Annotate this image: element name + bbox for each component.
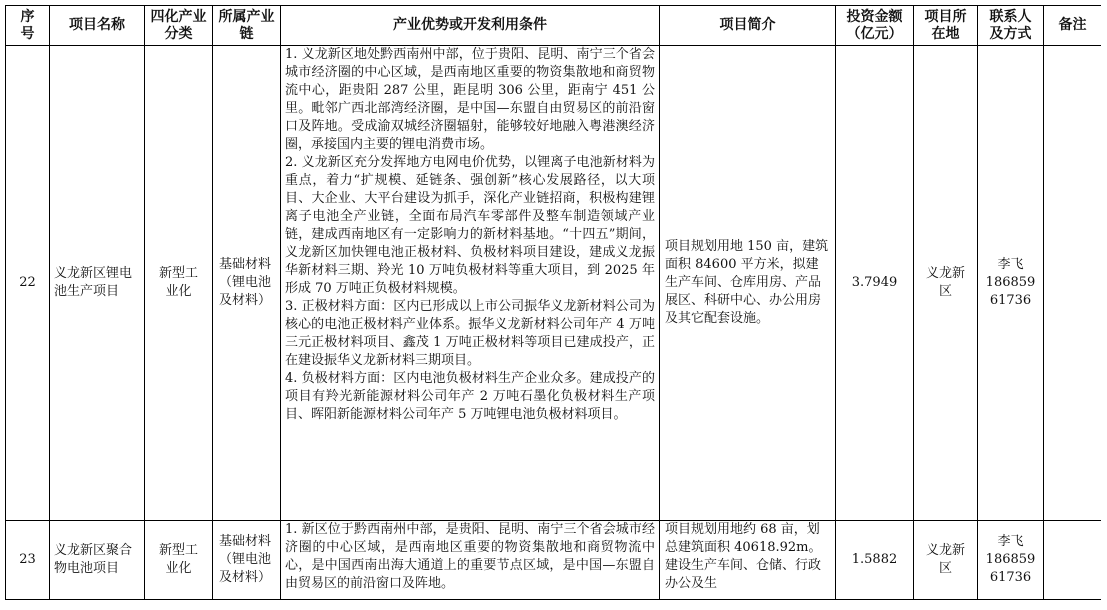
project-table — [5, 5, 1101, 600]
contact-phone: 61736 — [989, 570, 1032, 585]
header-chain: 所属产业链 — [213, 6, 281, 46]
header-remarks: 备注 — [1044, 6, 1102, 46]
advantage-paragraph: 1. 义龙新区地处黔西南州中部，位于贵阳、昆明、南宁三个省会城市经济圈的中心区域，是西南地区重要的物资集散地和商贸物流中心，距贵阳 287 公里，距昆明 306 公里，距南宁 451 公里。毗邻广西北部湾经济圈，是中国—东盟自由贸易区的前沿窗口及阵地。受成渝双城经济圈辐射，能够较好地融入粤港澳经济圈，承接国内主要的锂电消费市场。 — [285, 47, 655, 152]
advantages-clip — [285, 521, 655, 597]
row-category: 新型工业化 — [145, 521, 213, 600]
row-investment: 1.5882 — [836, 521, 914, 600]
header-seq: 序号 — [6, 6, 50, 46]
row-contact — [978, 46, 1044, 521]
row-seq: 23 — [6, 521, 50, 600]
row-name: 义龙新区锂电池生产项目 — [50, 46, 145, 521]
row-location: 义龙新区 — [914, 521, 978, 600]
row-chain: 基础材料（锂电池及材料） — [213, 521, 281, 600]
contact-phone: 186859 — [985, 552, 1036, 567]
contact-phone: 186859 — [985, 275, 1036, 290]
row-seq: 22 — [6, 46, 50, 521]
row-remarks — [1044, 46, 1102, 521]
header-name: 项目名称 — [50, 6, 145, 46]
row-category: 新型工业化 — [145, 46, 213, 521]
contact-phone: 61736 — [989, 293, 1032, 308]
row-investment: 3.7949 — [836, 46, 914, 521]
table-row — [6, 46, 1102, 521]
header-summary: 项目简介 — [660, 6, 836, 46]
document-page — [5, 5, 1101, 603]
contact-name: 李飞 — [997, 257, 1024, 272]
row-advantages — [281, 46, 660, 521]
header-location: 项目所在地 — [914, 6, 978, 46]
advantage-paragraph: 2. 义龙新区充分发挥地方电网电价优势，以锂离子电池新材料为重点，着力“扩规模、延链条、强创新”核心发展路径，以大项目、大企业、大平台建设为抓手，深化产业链招商，积极构建锂离子电池全产业链，全面布局汽车零部件及整车制造领域产业链，建成西南地区有一定影响力的新材料基地。“十四五”期间，义龙新区加快锂电池正极材料、负极材料项目建设，建成义龙振华新材料三期、羚光 10 万吨负极材料等重大项目，到 2025 年形成 70 万吨正负极材料规模。 — [285, 155, 655, 296]
advantage-paragraph: 3. 正极材料方面：区内已形成以上市公司振华义龙新材料公司为核心的电池正极材料产业体系。振华义龙新材料公司年产 4 万吨三元正极材料项目、鑫茂 1 万吨正极材料等项目已建成投产，正在建设振华义龙新材料三期项目。 — [285, 299, 655, 368]
row-location: 义龙新区 — [914, 46, 978, 521]
table-row — [6, 521, 1102, 600]
header-advantages: 产业优势或开发利用条件 — [281, 6, 660, 46]
header-investment: 投资金额（亿元） — [836, 6, 914, 46]
contact-name: 李飞 — [997, 534, 1024, 549]
row-summary: 项目规划用地 150 亩，建筑面积 84600 平方米，拟建生产车间、仓库用房、产品展区、科研中心、办公用房及其它配套设施。 — [660, 46, 836, 521]
row-contact — [978, 521, 1044, 600]
advantage-paragraph: 4. 负极材料方面：区内电池负极材料生产企业众多。建成投产的项目有羚光新能源材料公司年产 2 万吨石墨化负极材料生产项目、晖阳新能源材料公司年产 5 万吨锂电池负极材料项目。 — [285, 371, 655, 422]
advantage-paragraph: 1. 新区位于黔西南州中部，是贵阳、昆明、南宁三个省会城市经济圈的中心区域，是西南地区重要的物资集散地和商贸物流中心，是中国西南出海大通道上的重要节点区域，是中国—东盟自由贸易区的前沿窗口及阵地。 — [285, 522, 655, 591]
row-name: 义龙新区聚合物电池项目 — [50, 521, 145, 600]
summary-clip: 项目规划用地约 68 亩，划总建筑面积 40618.92m。建设生产车间、仓储、行政办公及生 — [665, 522, 822, 591]
row-advantages — [281, 521, 660, 600]
row-remarks — [1044, 521, 1102, 600]
header-row — [6, 6, 1102, 46]
header-category: 四化产业分类 — [145, 6, 213, 46]
header-contact: 联系人及方式 — [978, 6, 1044, 46]
row-summary — [660, 521, 836, 600]
row-chain: 基础材料（锂电池及材料） — [213, 46, 281, 521]
